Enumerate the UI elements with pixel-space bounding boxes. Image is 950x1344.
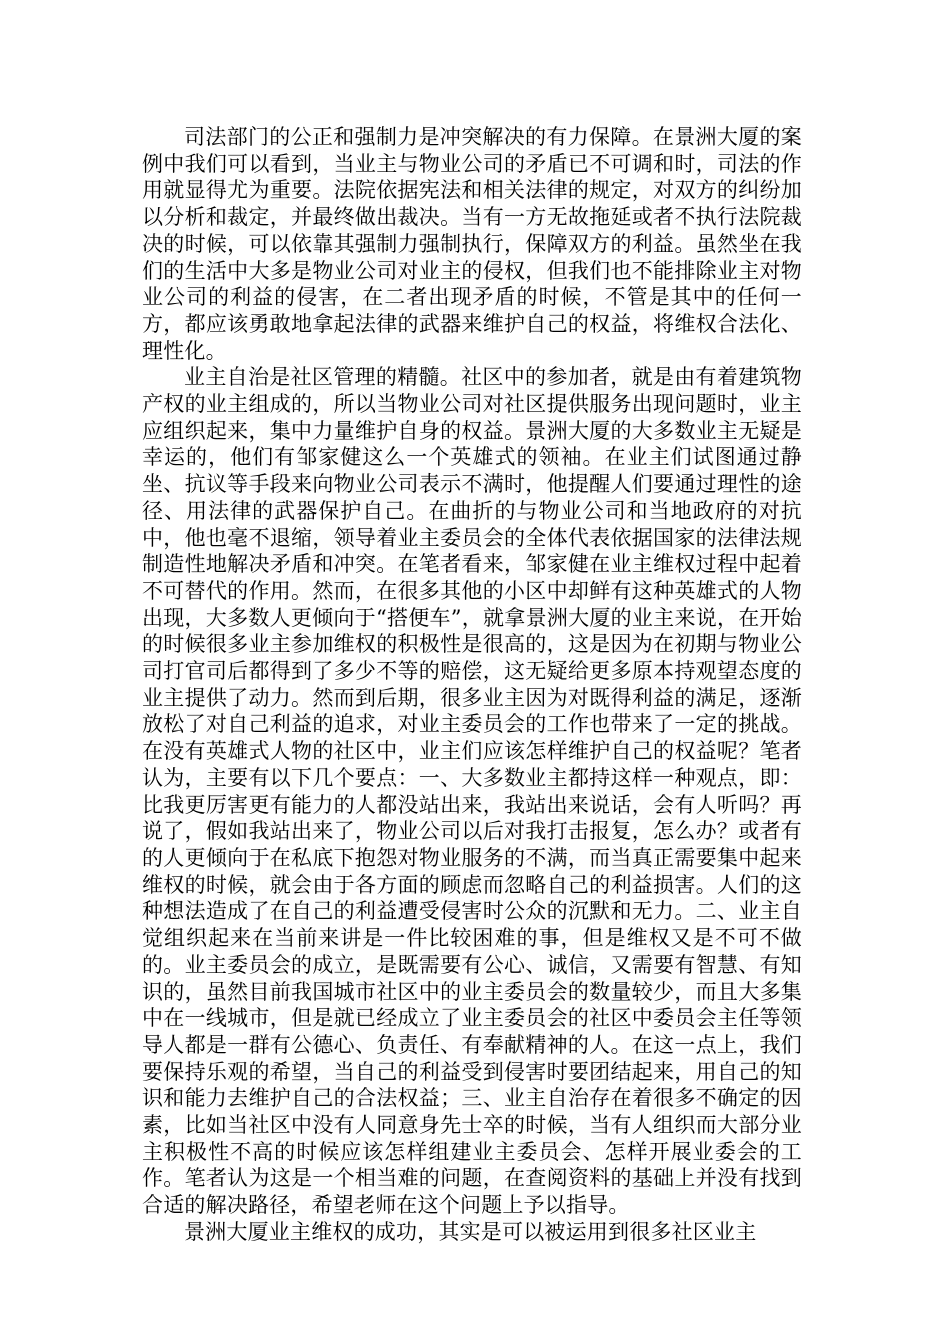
paragraph-judicial-guarantee: 司法部门的公正和强制力是冲突解决的有力保障。在景洲大厦的案例中我们可以看到，当业主与物业公司的矛盾已不可调和时，司法的作用就显得尤为重要。法院依据宪法和相关法律的规定，对双方的纠纷加以分析和裁定，并最终做出裁决。当有一方无故拖延或者不执行法院裁决的时候，可以依靠其强制力强制执行，保障双方的利益。虽然坐在我们的生活中大多是物业公司对业主的侵权，但我们也不能排除业主对物业公司的利益的侵害，在二者出现矛盾的时候，不管是其中的任何一方，都应该勇敢地拿起法律的武器来维护自己的权益，将维权合法化、理性化。: [142, 125, 802, 363]
paragraph-success-application: 景洲大厦业主维权的成功，其实是可以被运用到很多社区业主: [184, 1219, 757, 1244]
document-page: [142, 124, 802, 1246]
paragraph-owner-autonomy: 业主自治是社区管理的精髓。社区中的参加者，就是由有着建筑物产权的业主组成的，所以当物业公司对社区提供服务出现问题时，业主应组织起来，集中力量维护自身的权益。景洲大厦的大多数业主无疑是幸运的，他们有邹家健这么一个英雄式的领袖。在业主们试图通过静坐、抗议等手段来向物业公司表示不满时，他提醒人们要通过理性的途径、用法律的武器保护自己。在曲折的与物业公司和当地政府的对抗中，他也毫不退缩，领导着业主委员会的全体代表依据国家的法律法规制造性地解决矛盾和冲突。在笔者看来，邹家健在业主维权过程中起着不可替代的作用。然而，在很多其他的小区中却鲜有这种英雄式的人物出现，大多数人更倾向于“搭便车”，就拿景洲大厦的业主来说，在开始的时候很多业主参加维权的积极性是很高的，这是因为在初期与物业公司打官司后都得到了多少不等的赔偿，这无疑给更多原本持观望态度的业主提供了动力。然而到后期，很多业主因为对既得利益的满足，逐渐放松了对自己利益的追求，对业主委员会的工作也带来了一定的挑战。在没有英雄式人物的社区中，业主们应该怎样维护自己的权益呢？笔者认为，主要有以下几个要点：一、大多数业主都持这样一种观点，即：比我更厉害更有能力的人都没站出来，我站出来说话，会有人听吗？再说了，假如我站出来了，物业公司以后对我打击报复，怎么办？或者有的人更倾向于在私底下抱怨对物业服务的不满，而当真正需要集中起来维权的时候，就会由于各方面的顾虑而忽略自己的利益损害。人们的这种想法造成了在自己的利益遭受侵害时公众的沉默和无力。二、业主自觉组织起来在当前来讲是一件比较困难的事，但是维权又是不可不做的。业主委员会的成立，是既需要有公心、诚信，又需要有智慧、有知识的，虽然目前我国城市社区中的业主委员会的数量较少，而且大多集中在一线城市，但是就已经成立了业主委员会的社区中委员会主任等领导人都是一群有公德心、负责任、有奉献精神的人。在这一点上，我们要保持乐观的希望，当自己的利益受到侵害时要团结起来，用自己的知识和能力去维护自己的合法权益；三、业主自治存在着很多不确定的因素，比如当社区中没有人同意身先士卒的时候，当有人组织而大部分业主积极性不高的时候应该怎样组建业主委员会、怎样开展业委会的工作。笔者认为这是一个相当难的问题，在查阅资料的基础上并没有找到合适的解决路径，希望老师在这个问题上予以指导。: [142, 365, 802, 1218]
